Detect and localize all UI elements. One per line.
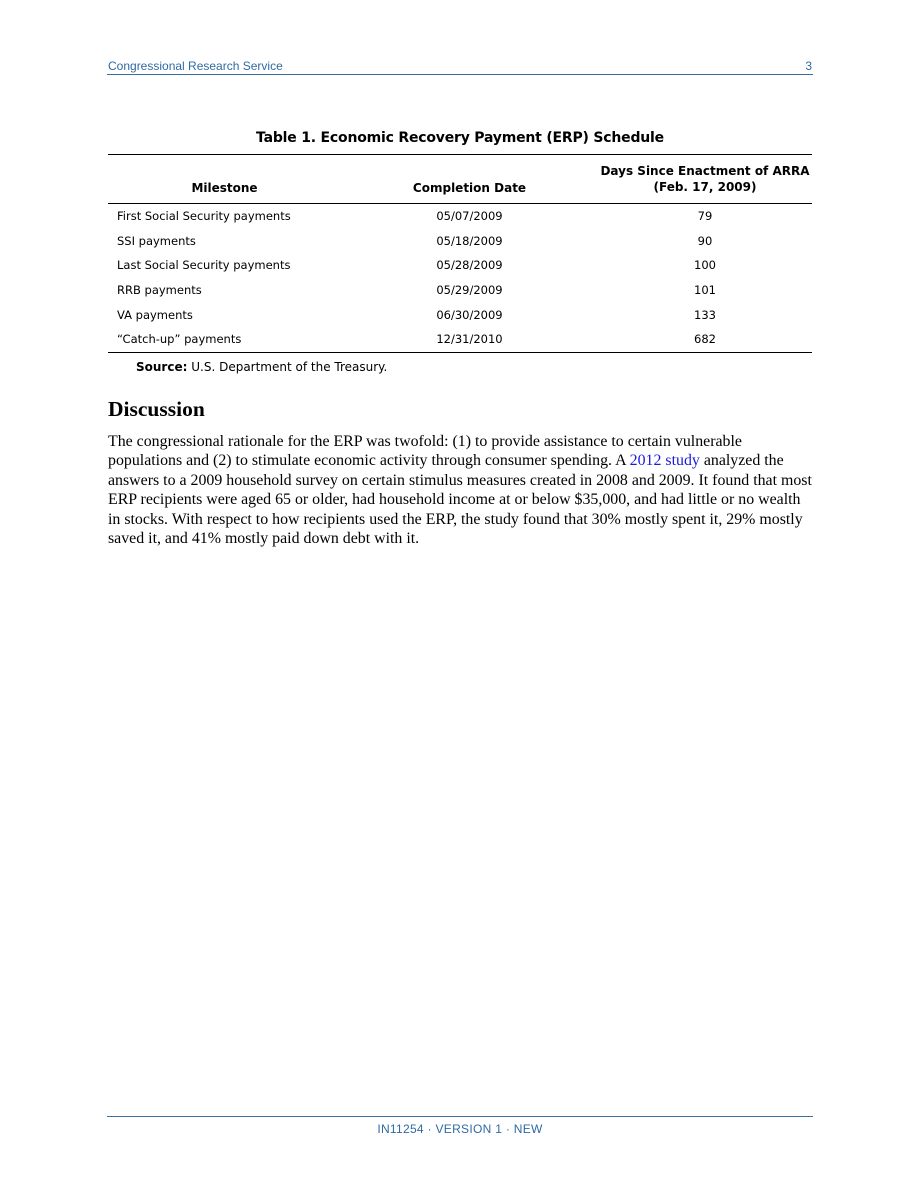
footer-doc-id: IN11254 · VERSION 1 · NEW: [377, 1122, 543, 1136]
cell-milestone: Last Social Security payments: [117, 258, 291, 273]
table-row: [108, 327, 812, 352]
column-header-days-line2: (Feb. 17, 2009): [653, 180, 757, 194]
source-label: Source:: [136, 360, 188, 374]
cell-completion-date: 05/29/2009: [436, 283, 503, 298]
cell-milestone: “Catch-up” payments: [108, 327, 341, 352]
discussion-paragraph: [108, 432, 816, 548]
erp-schedule-table: [108, 154, 812, 353]
cell-days: 90: [697, 233, 713, 248]
table-row: [108, 229, 812, 254]
page-footer: [107, 1116, 813, 1136]
section-heading-discussion: Discussion: [108, 397, 205, 421]
table-row: [108, 204, 812, 229]
table-row: [108, 278, 812, 303]
page-number: 3: [805, 59, 812, 73]
discussion-text-after-link: analyzed the answers to a 2009 household survey on certain stimulus measures created in 2008 and 2009. It found that most ERP recipients were aged 65 or older, had household income at or below $35,000, and had little or no wealth in stocks. With respect to how recipients used the ERP, the study found that 30% mostly spent it, 29% mostly saved it, and 41% mostly paid down debt with it.: [108, 452, 812, 548]
column-header-days-line1: Days Since Enactment of ARRA: [600, 164, 810, 178]
cell-milestone: VA payments: [117, 307, 193, 322]
column-header-days-since-enactment: [598, 155, 812, 204]
table-header-row: [108, 155, 812, 204]
cell-milestone: First Social Security payments: [117, 209, 291, 224]
table-source-note: [136, 360, 387, 374]
cell-completion-date: 05/28/2009: [436, 258, 503, 273]
table-row: [108, 253, 812, 278]
column-header-milestone: Milestone: [108, 155, 341, 204]
cell-days: 100: [694, 258, 716, 273]
cell-days: 79: [697, 209, 713, 224]
cell-days: 101: [694, 283, 716, 298]
header-org-name: Congressional Research Service: [108, 59, 283, 73]
cell-milestone: SSI payments: [117, 233, 196, 248]
column-header-completion-date: Completion Date: [341, 155, 598, 204]
table-title: Table 1. Economic Recovery Payment (ERP) Schedule: [256, 130, 664, 146]
study-link[interactable]: 2012 study: [629, 452, 700, 470]
cell-days: 133: [694, 307, 716, 322]
cell-completion-date: 12/31/2010: [341, 327, 598, 352]
discussion-text-before-link: The congressional rationale for the ERP was twofold: (1) to provide assistance to certain vulnerable populations and (2) to stimulate economic activity through consumer spending. A: [108, 433, 742, 470]
cell-milestone: RRB payments: [117, 283, 202, 298]
cell-days: 682: [598, 327, 812, 352]
cell-completion-date: 05/07/2009: [436, 209, 503, 224]
source-text: U.S. Department of the Treasury.: [191, 360, 388, 374]
cell-completion-date: 06/30/2009: [436, 307, 503, 322]
table-row: [108, 302, 812, 327]
page-header: [107, 57, 813, 75]
cell-completion-date: 05/18/2009: [436, 233, 503, 248]
